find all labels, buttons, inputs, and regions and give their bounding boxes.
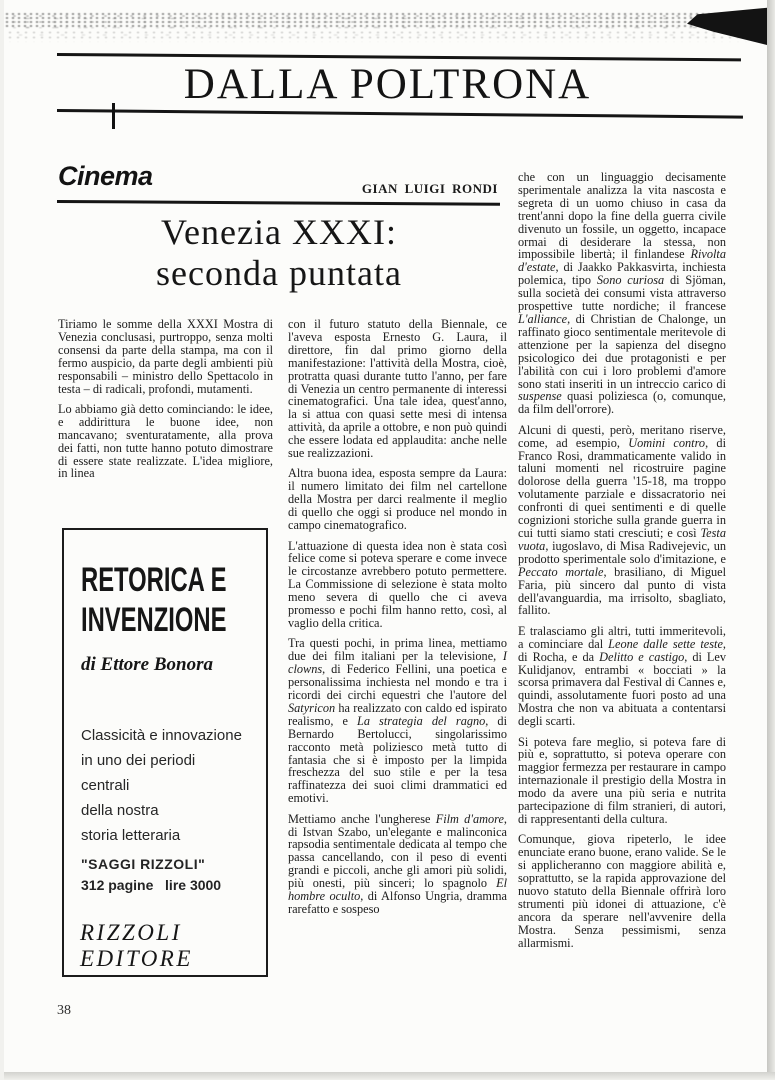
scan-edge-left	[0, 0, 4, 1080]
paragraph: Tra questi pochi, in prima linea, mettiamo due dei film italiani per la televisione, I clowns, di Federico Fellini, una poetica e personalissima inchiesta nel mondo e tra i ricordi dei circhi equestri che l'autore del Satyricon ha realizzato con caldo ed ispirato realismo, e La strategia del ragno, di Bernardo Bertolucci, singolarissimo racconto metà poliziesco metà tutto di fantasia che si è imposto per la limpida freschezza del suo stile e per la tesa raffinatezza dei suoi climi drammatici ed emotivi.	[288, 636, 507, 806]
section-label: Cinema	[58, 161, 153, 191]
scan-edge-right	[767, 0, 775, 1080]
article-title	[58, 212, 500, 294]
masthead-rule-bottom	[57, 109, 743, 118]
scan-noise-band-light	[4, 29, 762, 42]
paragraph: con il futuro statuto della Biennale, ce l'aveva esposta Ernesto G. Laura, il direttore, fin dal primo giorno della manifestazione: l'attività della Mostra, cioè, protratta quasi durante tutto l'anno, per fare di Venezia un centro permanente di interessi cinematografici. Una tale idea, quest'anno, la si attua con quasi sette mesi di intensa attività, da aprile a ottobre, e non può quindi che essere lodata ed applaudita: anche nelle sue realizzazioni.	[288, 317, 507, 461]
article-column-2	[288, 318, 507, 923]
paragraph: L'attuazione di questa idea non è stata così felice come si poteva sperare e come invece le circostanze avrebbero potuto permettere. La Commissione di selezione è stata molto meno severa di quello che ci aveva promesso e pochi film hanno retto, così, al vaglio della critica.	[288, 538, 507, 630]
ad-publisher: RIZZOLI EDITORE	[80, 920, 193, 971]
paragraph: Lo abbiamo già detto cominciando: le idee, e addirittura le buone idee, non mancavano; sventuratamente, alla prova dei fatti, non tutte hanno potuto dimostrare di essere state realizzate. L'idea migliore, in linea	[58, 401, 273, 481]
ad-description-line: della nostra	[81, 802, 159, 819]
ad-pages-price: 312 pagine lire 3000	[81, 877, 222, 893]
paragraph: Mettiamo anche l'ungherese Film d'amore, di Istvan Szabo, un'elegante e malinconica rapsodia sentimentale dedicata al tempo che passa cancellando, con il peso di eventi grandi e piccoli, anche gli amori più solidi, più onesti, più sinceri; lo spagnolo El hombre oculto, di Alfonso Ungria, dramma rarefatto e sospeso	[288, 811, 507, 916]
ad-description-line: storia letteraria	[81, 827, 181, 844]
article-title-line1: Venezia XXXI:	[161, 212, 397, 252]
paragraph: Comunque, giova ripeterlo, le idee enunciate erano buone, erano valide. Se le si applicheranno con maggiore abilità e, soprattutto, se la rapida approvazione del nuovo statuto della Biennale offrirà loro strumenti più idonei di attuazione, c'è ancora da sperare nell'avvenire della Mostra. Senza pessimismi, senza allarmismi.	[518, 832, 726, 950]
article-column-3	[518, 171, 726, 957]
registration-mark	[112, 103, 115, 129]
scan-edge-bottom	[0, 1072, 775, 1080]
ad-description-line: Classicità e innovazione	[81, 727, 242, 744]
scan-corner-artifact	[687, 7, 775, 47]
ad-series-name: "SAGGI RIZZOLI"	[81, 856, 206, 872]
masthead-title: DALLA POLTRONA	[183, 61, 592, 108]
ad-book-title-line2: INVENZIONE	[81, 601, 227, 639]
paragraph: che con un linguaggio decisamente sperimentale analizza la vita nascosta e segreta di un uomo chiuso in casa da trent'anni dopo la fine della guerra civile divenuto un fossile, un oggetto, incapace ormai di desiderare la stessa, non impossibile libertà; il finlandese Rivolta d'estate, di Jaakko Pakkasvirta, inchiesta polemica, tipo Sono curiosa di Sjöman, sulla società dei consumi vista attraverso prospettive tutte nordiche; il francese L'alliance, di Christian de Chalonge, un raffinato gioco sentimentale meritevole di attenzione per la sapienza del disegno psicologico dei due protagonisti e per l'abilità con cui i loro problemi d'amore sono stati inseriti in un intreccio carico di suspense quasi poliziesca (o, comunque, da film dell'orrore).	[518, 170, 727, 417]
ad-book-title-line1: RETORICA E	[81, 561, 227, 599]
ad-description	[81, 723, 242, 848]
book-advertisement	[62, 528, 268, 977]
paragraph: Alcuni di questi, però, meritano riserve, come, ad esempio, Uomini contro, di Franco Rosi, drammaticamente valido in taluni momenti nel ricostruire pagine dolorose della guerra '15-18, ma troppo volutamente parziale e dissacratorio nei confronti di quei sentimenti e di quelle cognizioni storiche sulla grande guerra in cui tutti siamo stati cresciuti; e così Testa vuota, iugoslavo, di Misa Radivejevic, un prodotto sperimentale solo d'imitazione, e Peccato mortale, brasiliano, di Miguel Faria, più sincero dal punto di vista dell'avanguardia, ma irrisolto, sbagliato, fallito.	[518, 422, 726, 618]
paragraph: Si poteva fare meglio, si poteva fare di più e, soprattutto, si poteva operare con maggior fermezza per restaurare in campo internazionale il prestigio della Mostra in modo da avere una più seria e nutrita partecipazione di film stranieri, di autori, di rappresentanti della cultura.	[518, 734, 726, 826]
article-column-1	[58, 318, 273, 488]
paragraph: Altra buona idea, esposta sempre da Laura: il numero limitato dei film nel cartellone della Mostra per darci realmente il meglio di quello che oggi si produce nel mondo in campo cinematografico.	[288, 466, 507, 533]
ad-description-line: in uno dei periodi	[81, 752, 196, 769]
paragraph: E tralasciamo gli altri, tutti immeritevoli, a cominciare dal Leone dalle sette teste, di Rocha, e da Delitto e castigo, di Lev Kulidjanov, entrambi « bocciati » la scorsa primavera dal Festival di Cannes e, quindi, assolutamente fuori posto ad una Mostra che non va abituata a contentarsi degli scarti.	[518, 623, 727, 729]
page-number: 38	[57, 1003, 71, 1018]
section-rule	[57, 200, 500, 205]
article-title-line2: seconda puntata	[156, 253, 402, 293]
author-byline: GIAN LUIGI RONDI	[361, 181, 498, 196]
scan-noise-band	[4, 11, 770, 28]
ad-book-title	[81, 560, 226, 640]
ad-author: di Ettore Bonora	[81, 654, 213, 675]
ad-description-line: centrali	[81, 777, 130, 794]
paragraph: Tiriamo le somme della XXXI Mostra di Venezia conclusasi, purtroppo, senza molti consensi da parte della stampa, ma con il fermo auspicio, da parte degli ambienti più responsabili – ministro dello Spettacolo in testa – di radicali, profondi, mutamenti.	[58, 317, 273, 396]
